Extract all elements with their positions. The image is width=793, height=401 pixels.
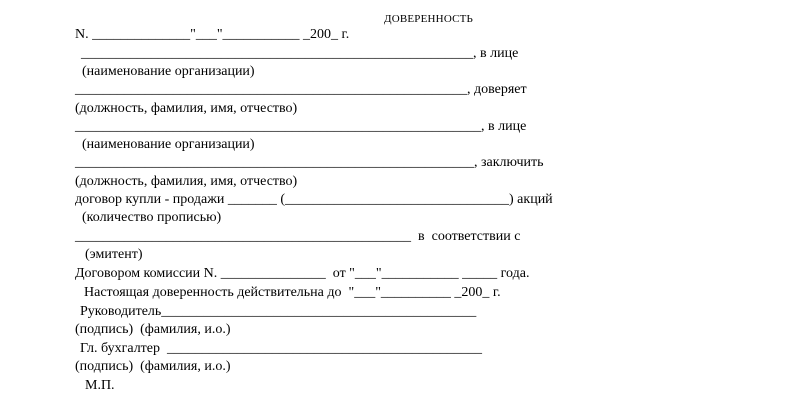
document-line-person-caption: (должность, фамилия, имя, отчество)	[75, 101, 298, 116]
document-line-person2-blank: _________________________________________________________, заключить	[75, 155, 544, 170]
document-line-org2-caption: (наименование организации)	[82, 137, 255, 152]
document-line-org-caption: (наименование организации)	[82, 64, 255, 79]
document-title: ДОВЕРЕННОСТЬ	[384, 13, 474, 25]
document-line-accountant-caption: (подпись) (фамилия, и.о.)	[75, 359, 231, 374]
document-line-number-date: N. ______________"___"___________ _200_ г.	[75, 27, 350, 42]
document-line-accountant: Гл. бухгалтер _____________________________________________	[80, 341, 483, 356]
document-line-org2-blank: __________________________________________________________, в лице	[75, 119, 527, 134]
document-line-stamp: М.П.	[85, 378, 115, 393]
document-line-issuer-caption: (эмитент)	[85, 247, 143, 262]
document-line-contract: договор купли - продажи _______ (________________________________) акций	[75, 192, 553, 207]
document-line-commission: Договором комиссии N. _______________ от "___"___________ _____ года.	[75, 266, 530, 281]
document-line-director: Руководитель_____________________________________________	[80, 304, 477, 319]
document-line-person2-caption: (должность, фамилия, имя, отчество)	[75, 174, 298, 189]
document-line-validity: Настоящая доверенность действительна до "___"__________ _200_ г.	[84, 285, 501, 300]
document-line-quantity-caption: (количество прописью)	[82, 210, 222, 225]
document-line-director-caption: (подпись) (фамилия, и.о.)	[75, 322, 231, 337]
document-line-person-blank: ________________________________________________________, доверяет	[75, 82, 527, 97]
document-line-org-blank: ________________________________________________________, в лице	[81, 46, 519, 61]
document-line-issuer-blank: ________________________________________________ в соответствии с	[75, 229, 521, 244]
